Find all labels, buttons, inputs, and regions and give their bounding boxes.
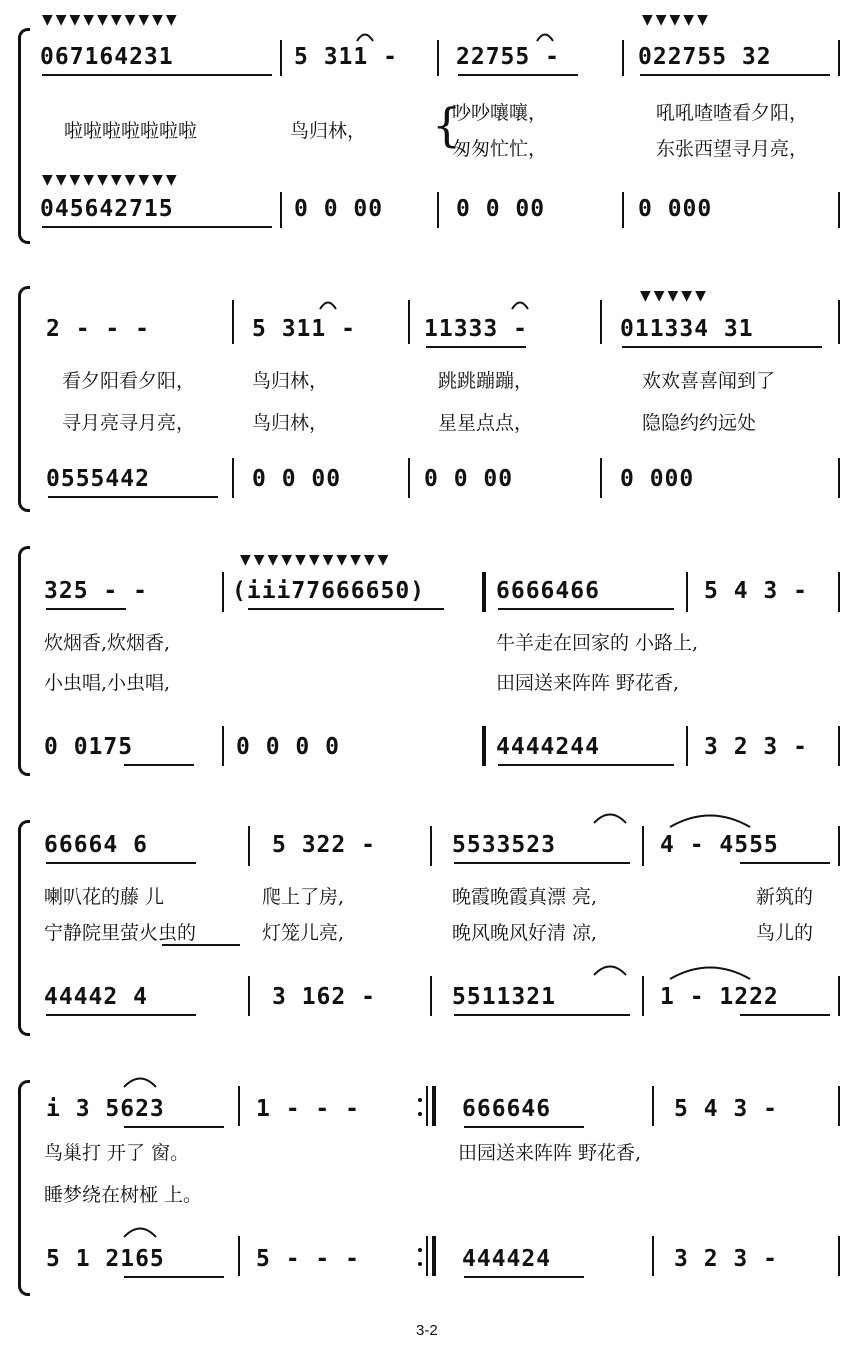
barline <box>280 40 282 76</box>
measure-notes: 0 000 <box>638 196 713 222</box>
barline <box>222 726 224 766</box>
measure-notes: 0 0175 <box>44 734 134 760</box>
barline <box>838 976 840 1016</box>
barline <box>222 572 224 612</box>
measure-notes: 0555442 <box>46 466 150 492</box>
measure-notes: 0 0 00 <box>456 196 546 222</box>
beam <box>248 608 444 610</box>
measure-notes: 5 4 3 - <box>704 578 808 604</box>
beam <box>740 1014 830 1016</box>
barline <box>408 458 410 498</box>
measure-notes: 0 000 <box>620 466 695 492</box>
barline <box>622 192 624 228</box>
barline <box>232 458 234 498</box>
lyric-verse-2: 睡梦绕在树桠 上。 <box>44 1184 203 1206</box>
barline <box>232 300 234 344</box>
measure-notes: 5 1 2165 <box>46 1246 165 1272</box>
measure-notes: 4444244 <box>496 734 600 760</box>
measure-notes: 1 - - - <box>256 1096 360 1122</box>
beam <box>46 608 126 610</box>
lyric-verse-1: 鸟归林， <box>252 370 329 392</box>
beam <box>498 608 674 610</box>
fermata <box>510 298 530 310</box>
barline <box>238 1086 240 1126</box>
barline <box>642 826 644 866</box>
beam <box>458 74 578 76</box>
beam <box>498 764 674 766</box>
lyric-verse-1: 炊烟香,炊烟香, <box>44 632 171 654</box>
barline <box>838 726 840 766</box>
barline <box>838 192 840 228</box>
accent-marks: ▼▼▼▼▼▼▼▼▼▼ <box>42 172 180 188</box>
lyric-verse-1: 跳跳蹦蹦， <box>438 370 534 392</box>
lyric-verse-2: 晚风晚风好清 凉, <box>452 922 598 944</box>
barline <box>686 726 688 766</box>
beam <box>42 74 272 76</box>
barline <box>430 976 432 1016</box>
measure-notes: 045642715 <box>40 196 174 222</box>
barline <box>838 300 840 344</box>
lyric-verse-2: 匆匆忙忙， <box>452 138 548 160</box>
barline <box>238 1236 240 1276</box>
slur <box>122 1074 158 1088</box>
slur <box>592 962 628 976</box>
system-bracket <box>18 1080 30 1296</box>
barline <box>838 1236 840 1276</box>
lyric-verse-1: 吵吵嚷嚷， <box>452 102 548 124</box>
measure-notes: (iii77666650) <box>232 578 426 604</box>
beam <box>426 346 526 348</box>
beam <box>124 1126 224 1128</box>
measure-notes: 0 0 00 <box>252 466 342 492</box>
beam <box>46 862 196 864</box>
lyric-verse-2: 田园送来阵阵 野花香, <box>496 672 680 694</box>
barline <box>838 826 840 866</box>
lyric-verse-2: 星星点点， <box>438 412 534 434</box>
barline <box>600 458 602 498</box>
lyric-verse-1: 喇叭花的藤 儿 <box>44 886 165 908</box>
barline <box>248 826 250 866</box>
barline <box>437 192 439 228</box>
beam <box>46 1014 196 1016</box>
barline <box>482 726 486 766</box>
beam <box>464 1126 584 1128</box>
measure-notes: 0 0 0 0 <box>236 734 340 760</box>
beam <box>454 862 630 864</box>
barline <box>838 40 840 76</box>
measure-notes: 444424 <box>462 1246 552 1272</box>
measure-notes: 5 311 - <box>294 44 398 70</box>
system-bracket <box>18 286 30 512</box>
accent-marks: ▼▼▼▼▼ <box>642 12 711 28</box>
accent-marks: ▼▼▼▼▼▼▼▼▼▼ <box>42 12 180 28</box>
barline <box>652 1236 654 1276</box>
measure-notes: 0 0 00 <box>424 466 514 492</box>
measure-notes: 3 2 3 - <box>674 1246 778 1272</box>
system-bracket <box>18 546 30 776</box>
beam <box>740 862 830 864</box>
measure-notes: 44442 4 <box>44 984 148 1010</box>
repeat-dot <box>418 1248 422 1252</box>
measure-notes: 66664 6 <box>44 832 148 858</box>
repeat-barline <box>432 1236 436 1276</box>
lyric-verse-2: 鸟归林， <box>252 412 329 434</box>
lyric-verse-1: 田园送来阵阵 野花香, <box>458 1142 642 1164</box>
barline <box>482 572 486 612</box>
repeat-barline <box>426 1236 428 1276</box>
measure-notes: 11333 - <box>424 316 528 342</box>
lyric-verse-1: 鸟归林， <box>290 120 367 142</box>
barline <box>600 300 602 344</box>
barline <box>622 40 624 76</box>
lyric-verse-2: 宁静院里萤火虫的 <box>44 922 197 944</box>
beam <box>124 1276 224 1278</box>
barline <box>838 572 840 612</box>
repeat-dot <box>418 1112 422 1116</box>
measure-notes: 0 0 00 <box>294 196 384 222</box>
lyric-verse-1: 新筑的 <box>756 886 814 908</box>
lyric-verse-2: 隐隐约约远处 <box>642 412 757 434</box>
barline <box>248 976 250 1016</box>
lyric-verse-1: 鸟巢打 开了 窗。 <box>44 1142 190 1164</box>
lyric-verse-1: 牛羊走在回家的 小路上, <box>496 632 699 654</box>
measure-notes: 5 311 - <box>252 316 356 342</box>
system-bracket <box>18 28 30 244</box>
barline <box>838 458 840 498</box>
measure-notes: 5533523 <box>452 832 556 858</box>
measure-notes: 666646 <box>462 1096 552 1122</box>
lyric-verse-2: 鸟儿的 <box>756 922 814 944</box>
lyric-verse-1: 欢欢喜喜闻到了 <box>642 370 776 392</box>
lyric-verse-2: 东张西望寻月亮， <box>656 138 809 160</box>
barline <box>280 192 282 228</box>
beam <box>454 1014 630 1016</box>
beam <box>622 346 822 348</box>
measure-notes: i 3 5623 <box>46 1096 165 1122</box>
lyric-verse-2: 灯笼儿亮, <box>262 922 345 944</box>
barline <box>437 40 439 76</box>
accent-marks: ▼▼▼▼▼▼▼▼▼▼▼ <box>240 552 392 568</box>
measure-notes: 5511321 <box>452 984 556 1010</box>
tie <box>668 812 752 828</box>
verse-brace: { <box>432 98 462 152</box>
measure-notes: 2 - - - <box>46 316 150 342</box>
repeat-barline <box>432 1086 436 1126</box>
measure-notes: 5 322 - <box>272 832 376 858</box>
beam <box>48 496 218 498</box>
barline <box>642 976 644 1016</box>
lyric-verse-1: 吼吼喳喳看夕阳， <box>656 102 809 124</box>
beam <box>42 226 272 228</box>
system-bracket <box>18 820 30 1036</box>
lyric-verse-1: 晚霞晚霞真漂 亮, <box>452 886 598 908</box>
measure-notes: 3 2 3 - <box>704 734 808 760</box>
repeat-barline <box>426 1086 428 1126</box>
barline <box>838 1086 840 1126</box>
page-number: 3-2 <box>416 1322 438 1339</box>
beam <box>124 764 194 766</box>
measure-notes: 22755 - <box>456 44 560 70</box>
measure-notes: 5 4 3 - <box>674 1096 778 1122</box>
measure-notes: 011334 31 <box>620 316 754 342</box>
fermata <box>318 298 338 310</box>
measure-notes: 1 - 1222 <box>660 984 779 1010</box>
lyric-verse-2: 小虫唱,小虫唱, <box>44 672 171 694</box>
barline <box>652 1086 654 1126</box>
barline <box>408 300 410 344</box>
tie <box>668 964 752 980</box>
fermata <box>355 30 375 42</box>
barline <box>430 826 432 866</box>
measure-notes: 3 162 - <box>272 984 376 1010</box>
beam <box>464 1276 584 1278</box>
fermata <box>535 30 555 42</box>
slur <box>592 810 628 824</box>
measure-notes: 022755 32 <box>638 44 772 70</box>
measure-notes: 4 - 4555 <box>660 832 779 858</box>
lyric-verse-1: 看夕阳看夕阳， <box>62 370 196 392</box>
measure-notes: 325 - - <box>44 578 148 604</box>
barline <box>686 572 688 612</box>
lyric-verse-2: 寻月亮寻月亮， <box>62 412 196 434</box>
measure-notes: 6666466 <box>496 578 600 604</box>
repeat-dot <box>418 1262 422 1266</box>
measure-notes: 5 - - - <box>256 1246 360 1272</box>
slur <box>122 1224 158 1238</box>
measure-notes: 067164231 <box>40 44 174 70</box>
lyric-verse-1: 啦啦啦啦啦啦啦 <box>64 120 198 142</box>
lyric-underline <box>162 944 240 946</box>
beam <box>640 74 830 76</box>
repeat-dot <box>418 1098 422 1102</box>
lyric-verse-1: 爬上了房, <box>262 886 345 908</box>
accent-marks: ▼▼▼▼▼ <box>640 288 709 304</box>
